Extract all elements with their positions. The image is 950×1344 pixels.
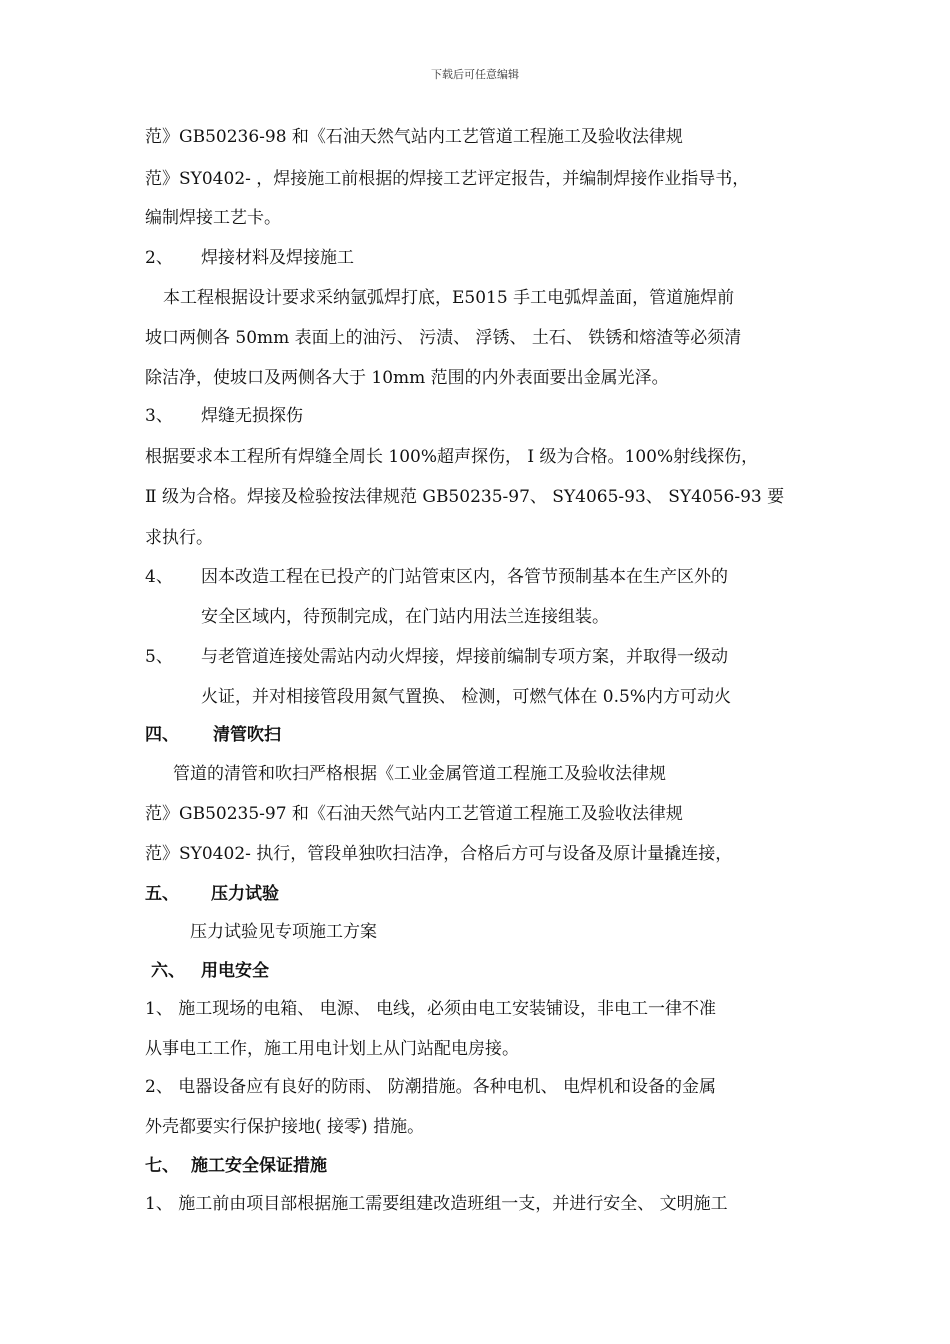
body-line: Ⅱ 级为合格。焊接及检验按法律规范 GB50235-97、 SY4065-93、 SY4056-93 要 — [145, 487, 785, 507]
item-text: 与老管道连接处需站内动火焊接，焊接前编制专项方案，并取得一级动 — [201, 647, 728, 667]
page-header: 下载后可任意编辑 — [431, 68, 519, 81]
body-line: 安全区域内，待预制完成，在门站内用法兰连接组装。 — [201, 607, 609, 627]
chapter-5-heading — [145, 883, 279, 905]
section-number: 3、 — [145, 406, 173, 426]
section-title: 焊接材料及焊接施工 — [201, 248, 354, 268]
section-3-heading — [145, 405, 303, 427]
body-line: 范》SY0402- 执行，管段单独吹扫洁净，合格后方可与设备及原计量撬连接， — [145, 844, 733, 864]
section-5-item — [145, 646, 728, 668]
chapter-title: 施工安全保证措施 — [191, 1156, 327, 1176]
chapter-title: 压力试验 — [211, 884, 279, 904]
body-line: 1、 施工现场的电箱、 电源、 电线，必须由电工安装铺设，非电工一律不准 — [145, 999, 717, 1019]
body-line: 编制焊接工艺卡。 — [145, 208, 281, 228]
body-line: 2、 电器设备应有良好的防雨、 防潮措施。各种电机、 电焊机和设备的金属 — [145, 1077, 717, 1097]
chapter-4-heading — [145, 724, 281, 746]
body-line: 坡口两侧各 50mm 表面上的油污、 污渍、 浮锈、 土石、 铁锈和熔渣等必须清 — [145, 328, 742, 348]
chapter-number: 六、 — [151, 961, 185, 981]
body-line: 1、 施工前由项目部根据施工需要组建改造班组一支，并进行安全、 文明施工 — [145, 1194, 728, 1214]
body-line: 范》GB50235-97 和《石油天然气站内工艺管道工程施工及验收法律规 — [145, 804, 683, 824]
body-line: 求执行。 — [145, 528, 213, 548]
section-number: 2、 — [145, 248, 173, 268]
item-number: 4、 — [145, 567, 173, 587]
body-line: 管道的清管和吹扫严格根据《工业金属管道工程施工及验收法律规 — [173, 764, 666, 784]
chapter-title: 清管吹扫 — [213, 725, 281, 745]
body-line: 火证，并对相接管段用氮气置换、 检测，可燃气体在 0.5%内方可动火 — [201, 687, 731, 707]
body-line: 除洁净，使坡口及两侧各大于 10mm 范围的内外表面要出金属光泽。 — [145, 368, 669, 388]
body-line: 范》SY0402- ，焊接施工前根据的焊接工艺评定报告，并编制焊接作业指导书， — [145, 169, 750, 189]
section-title: 焊缝无损探伤 — [201, 406, 303, 426]
section-4-item — [145, 566, 728, 588]
item-text: 因本改造工程在已投产的门站管束区内，各管节预制基本在生产区外的 — [201, 567, 728, 587]
body-line: 压力试验见专项施工方案 — [190, 922, 377, 942]
body-line: 本工程根据设计要求采纳氩弧焊打底，E5015 手工电弧焊盖面，管道施焊前 — [163, 288, 735, 308]
chapter-title: 用电安全 — [201, 961, 269, 981]
section-2-heading — [145, 247, 354, 269]
body-line: 根据要求本工程所有焊缝全周长 100%超声探伤， Ⅰ 级为合格。100%射线探伤， — [145, 447, 759, 467]
body-line: 从事电工工作，施工用电计划上从门站配电房接。 — [145, 1039, 519, 1059]
chapter-number: 五、 — [145, 884, 179, 904]
chapter-number: 四、 — [145, 725, 179, 745]
chapter-7-heading — [145, 1155, 327, 1177]
body-line: 范》GB50236-98 和《石油天然气站内工艺管道工程施工及验收法律规 — [145, 127, 683, 147]
body-line: 外壳都要实行保护接地( 接零) 措施。 — [145, 1117, 425, 1137]
chapter-number: 七、 — [145, 1156, 179, 1176]
item-number: 5、 — [145, 647, 173, 667]
chapter-6-heading — [151, 960, 269, 982]
